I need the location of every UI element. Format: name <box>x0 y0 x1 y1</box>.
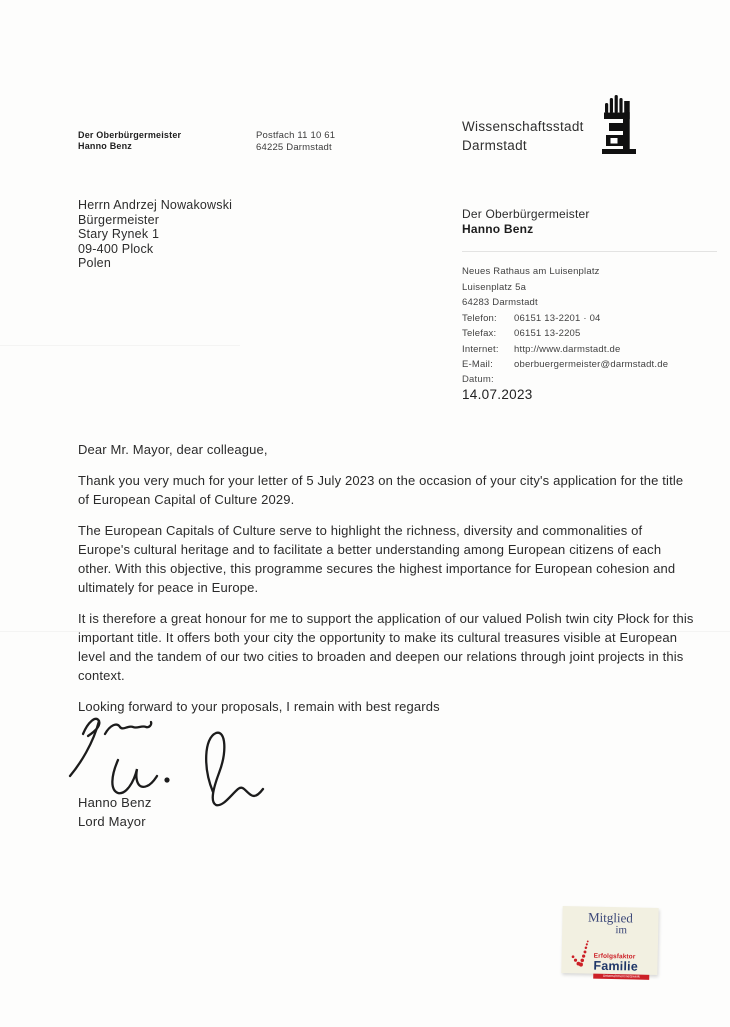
contact-row-value: 06151 13-2201 · 04 <box>514 312 601 324</box>
date-value: 14.07.2023 <box>462 387 533 402</box>
body-paragraph: It is therefore a great honour for me to support the application of our valued Polish twin city Płock for this important title. It offers both your city the opportunity to make its cultural treasures visible at European level and the tandem of our two cities to broaden and deepen our relations through joint projects in this context. <box>78 611 694 683</box>
badge-member-line: im <box>615 924 628 937</box>
logo-text <box>593 953 650 980</box>
body-paragraph: Thank you very much for your letter of 5 July 2023 on the occasion of your city's application for the title of European Capital of Culture 2029. <box>78 473 684 507</box>
sender-line: Der Oberbürgermeister <box>78 130 182 140</box>
pobox-line: 64225 Darmstadt <box>256 142 332 153</box>
contact-row-value: oberbuergermeister@darmstadt.de <box>514 359 669 370</box>
contact-row-label: E-Mail: <box>462 359 493 370</box>
logo-line: Erfolgsfaktor <box>593 952 636 961</box>
brand-line: Darmstadt <box>462 138 527 153</box>
contact-row-label: Internet: <box>462 343 499 355</box>
contact-row-telefon <box>462 311 717 327</box>
logo-line: Familie <box>593 958 639 974</box>
recipient-line: Herrn Andrzej Nowakowski <box>78 198 233 212</box>
contact-address-line: 64283 Darmstadt <box>462 297 538 308</box>
closing-line: Looking forward to your proposals, I remain with best regards <box>78 699 440 714</box>
letterhead-pobox <box>256 130 335 154</box>
recipient-line: Bürgermeister <box>78 212 160 227</box>
contact-address-line: Luisenplatz 5a <box>462 281 527 293</box>
pobox-line: Postfach 11 10 61 <box>256 130 336 141</box>
contact-block <box>462 207 717 373</box>
contact-row-value: http://www.darmstadt.de <box>514 343 621 355</box>
date-block <box>462 374 533 402</box>
scan-artifact-line <box>0 345 240 346</box>
signatory-title: Lord Mayor <box>78 814 146 829</box>
contact-address <box>462 251 717 373</box>
recipient-line: Stary Rynek 1 <box>78 227 160 241</box>
contact-row-email <box>462 357 717 373</box>
badge-member-line: Mitglied <box>587 909 634 926</box>
contact-row-internet <box>462 342 717 358</box>
darmstadt-wedding-tower-icon <box>599 88 643 169</box>
signatory-name: Hanno Benz <box>78 795 152 810</box>
logo-bar: Unternehmensnetzwerk <box>593 974 649 980</box>
contact-name: Hanno Benz <box>462 222 534 236</box>
contact-row-value: 06151 13-2205 <box>514 328 581 339</box>
contact-address-line: Neues Rathaus am Luisenplatz <box>462 266 600 277</box>
city-brand <box>462 117 584 155</box>
recipient-line: Polen <box>78 256 111 270</box>
erfolgsfaktor-familie-logo <box>569 937 650 980</box>
date-label: Datum: <box>462 374 494 385</box>
brand-line: Wissenschaftsstadt <box>462 119 584 134</box>
salutation: Dear Mr. Mayor, dear colleague, <box>78 442 268 457</box>
letter-body <box>78 440 696 728</box>
recipient-address <box>78 198 232 271</box>
contact-row-label: Telefax: <box>462 328 497 339</box>
letterhead-sender <box>78 130 181 152</box>
body-paragraph: The European Capitals of Culture serve to highlight the richness, diversity and commonalities of Europe's cultural heritage and to facilitate a better understanding among European citizens of each other. With this objective, this programme secures the highest importance for European cohesion and ultimately for peace in Europe. <box>78 523 676 595</box>
signatory-block <box>78 793 152 831</box>
sender-line: Hanno Benz <box>78 141 133 151</box>
recipient-line: 09-400 Plock <box>78 241 154 256</box>
contact-row-telefax <box>462 326 717 342</box>
contact-row-label: Telefon: <box>462 312 497 324</box>
contact-title: Der Oberbürgermeister <box>462 207 590 221</box>
dotted-checkmark-icon <box>569 937 592 976</box>
mitglied-badge <box>561 906 658 979</box>
